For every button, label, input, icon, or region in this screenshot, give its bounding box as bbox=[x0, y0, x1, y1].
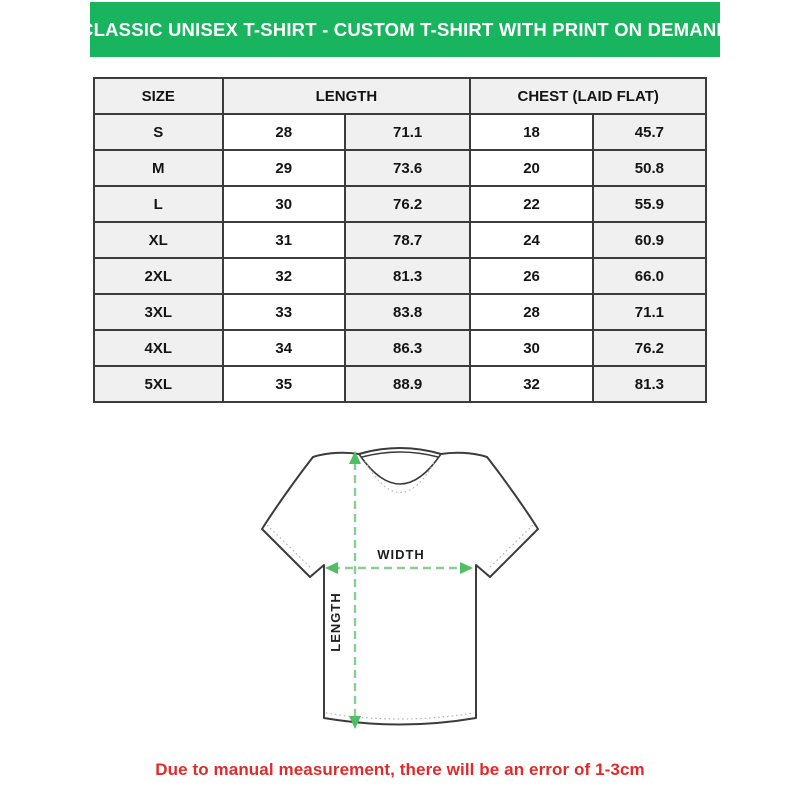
cell-size: M bbox=[94, 150, 223, 186]
cell-length-in: 33 bbox=[223, 294, 345, 330]
length-label: LENGTH bbox=[328, 592, 343, 652]
cell-chest-cm: 71.1 bbox=[593, 294, 706, 330]
cell-size: 4XL bbox=[94, 330, 223, 366]
cell-chest-in: 26 bbox=[470, 258, 592, 294]
cell-chest-cm: 50.8 bbox=[593, 150, 706, 186]
cell-length-cm: 81.3 bbox=[345, 258, 470, 294]
cell-length-in: 34 bbox=[223, 330, 345, 366]
table-row bbox=[94, 150, 706, 186]
cell-length-cm: 88.9 bbox=[345, 366, 470, 402]
cell-chest-cm: 45.7 bbox=[593, 114, 706, 150]
width-label: WIDTH bbox=[377, 547, 425, 562]
cell-length-in: 30 bbox=[223, 186, 345, 222]
cell-chest-cm: 55.9 bbox=[593, 186, 706, 222]
page-title: CLASSIC UNISEX T-SHIRT - CUSTOM T-SHIRT WITH PRINT ON DEMAND bbox=[80, 18, 730, 40]
table-row bbox=[94, 294, 706, 330]
table-row bbox=[94, 114, 706, 150]
measurement-disclaimer: Due to manual measurement, there will be an error of 1-3cm bbox=[155, 760, 645, 779]
cell-chest-in: 22 bbox=[470, 186, 592, 222]
cell-length-cm: 86.3 bbox=[345, 330, 470, 366]
table-row bbox=[94, 186, 706, 222]
table-header-row bbox=[94, 78, 706, 114]
title-banner bbox=[80, 2, 730, 57]
cell-chest-in: 20 bbox=[470, 150, 592, 186]
cell-chest-cm: 76.2 bbox=[593, 330, 706, 366]
cell-size: 5XL bbox=[94, 366, 223, 402]
header-chest: CHEST (LAID FLAT) bbox=[470, 78, 706, 114]
cell-chest-in: 18 bbox=[470, 114, 592, 150]
cell-length-in: 28 bbox=[223, 114, 345, 150]
cell-size: 3XL bbox=[94, 294, 223, 330]
cell-length-in: 29 bbox=[223, 150, 345, 186]
cell-chest-cm: 66.0 bbox=[593, 258, 706, 294]
cell-size: S bbox=[94, 114, 223, 150]
header-size: SIZE bbox=[94, 78, 223, 114]
cell-length-cm: 71.1 bbox=[345, 114, 470, 150]
cell-length-in: 31 bbox=[223, 222, 345, 258]
table-row bbox=[94, 258, 706, 294]
cell-chest-in: 32 bbox=[470, 366, 592, 402]
tshirt-diagram bbox=[250, 438, 550, 744]
cell-length-in: 32 bbox=[223, 258, 345, 294]
size-table-container bbox=[93, 77, 707, 403]
cell-chest-in: 24 bbox=[470, 222, 592, 258]
table-row bbox=[94, 366, 706, 402]
tshirt-outline bbox=[262, 448, 538, 725]
cell-length-cm: 83.8 bbox=[345, 294, 470, 330]
cell-size: XL bbox=[94, 222, 223, 258]
cell-size: L bbox=[94, 186, 223, 222]
size-table bbox=[93, 77, 707, 403]
header-length: LENGTH bbox=[223, 78, 471, 114]
size-table-body bbox=[94, 114, 706, 402]
cell-chest-in: 28 bbox=[470, 294, 592, 330]
cell-size: 2XL bbox=[94, 258, 223, 294]
cell-chest-cm: 81.3 bbox=[593, 366, 706, 402]
cell-chest-cm: 60.9 bbox=[593, 222, 706, 258]
table-row bbox=[94, 222, 706, 258]
cell-chest-in: 30 bbox=[470, 330, 592, 366]
cell-length-in: 35 bbox=[223, 366, 345, 402]
cell-length-cm: 73.6 bbox=[345, 150, 470, 186]
cell-length-cm: 76.2 bbox=[345, 186, 470, 222]
table-row bbox=[94, 330, 706, 366]
cell-length-cm: 78.7 bbox=[345, 222, 470, 258]
